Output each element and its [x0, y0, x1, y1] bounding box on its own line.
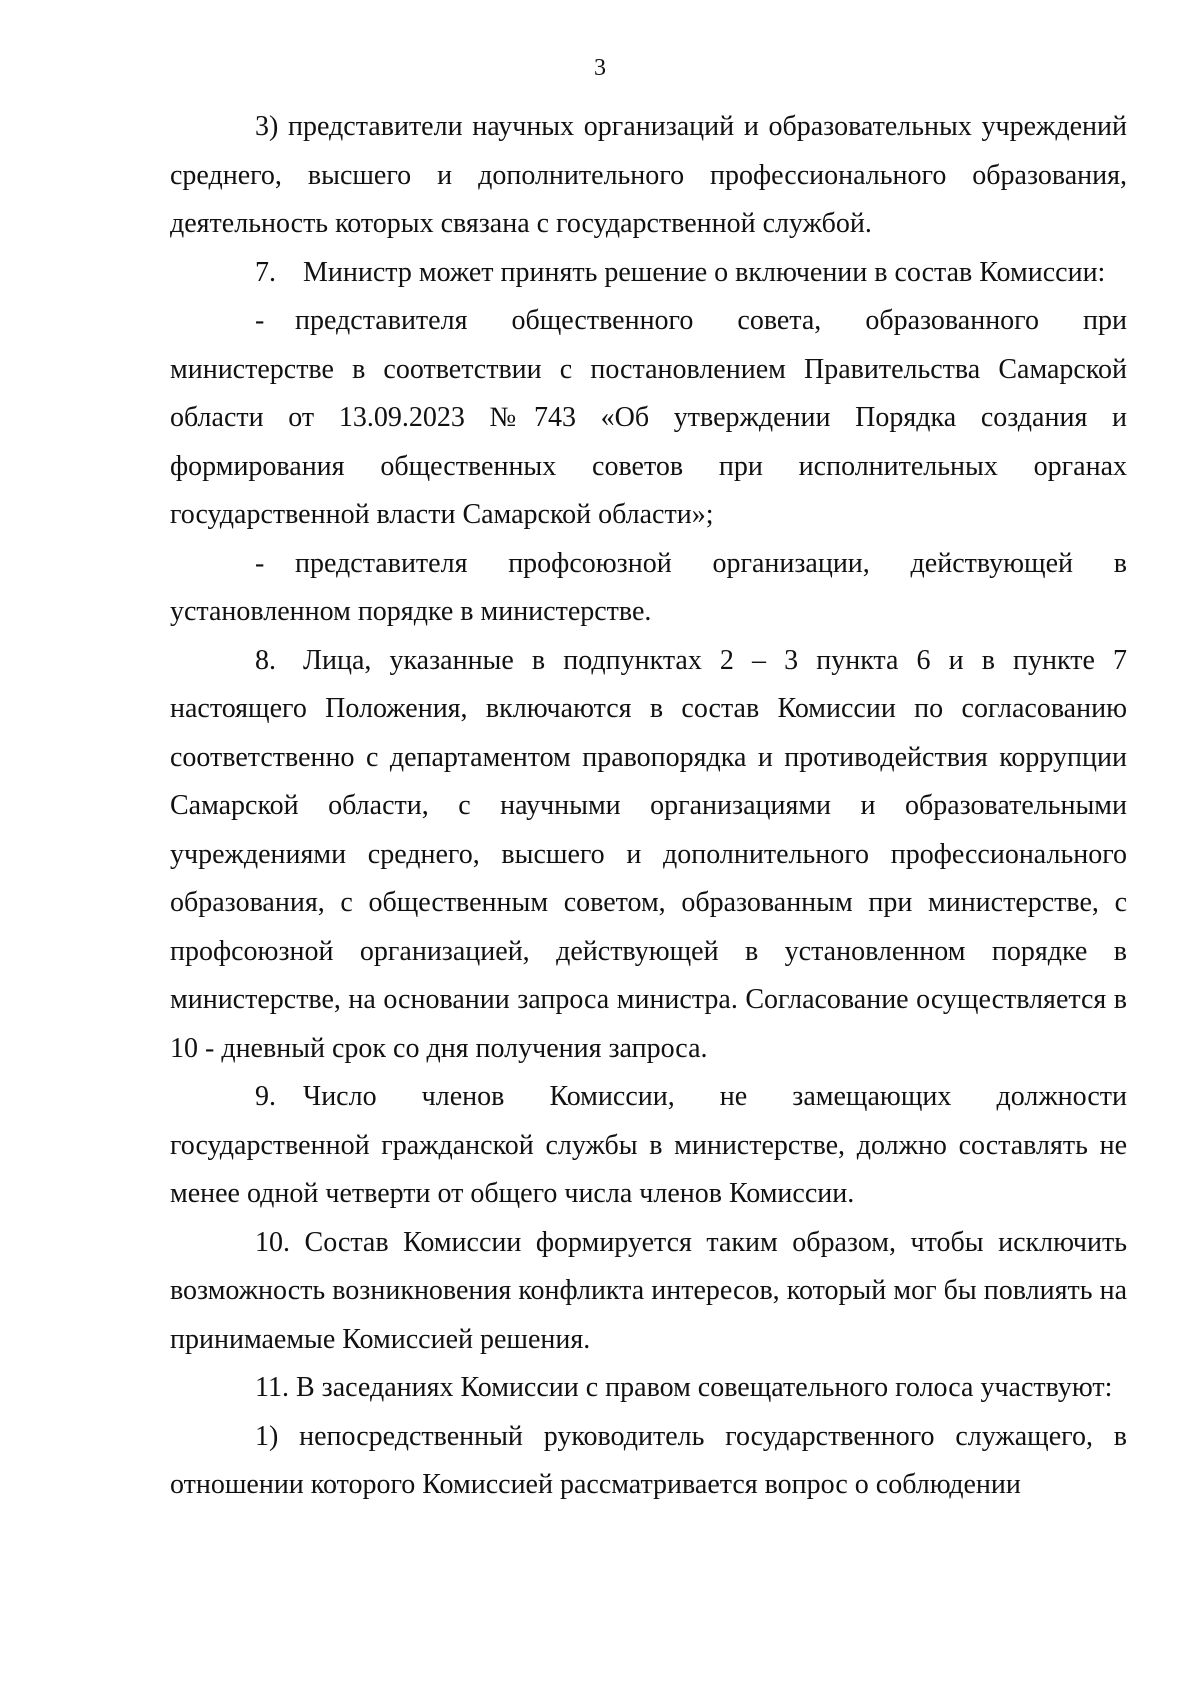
paragraph-10: [170, 1219, 1127, 1365]
paragraph-number: 7.: [255, 256, 276, 288]
paragraph-text: 3) представители научных организаций и образовательных учреждений среднего, высшего и дополнительного профессионального образования, деятельность которых связана с государственной службой.: [170, 111, 1127, 239]
paragraph-7: [170, 249, 1127, 298]
paragraph-text: представителя общественного совета, образованного при министерстве в соответствии с постановлением Правительства Самарской области от 13.09.2023 №743 «Об утверждении Порядка создания и формирования общественных советов при исполнительных органах государственной власти Самарской области»;: [170, 305, 1127, 530]
paragraph-text: Лица, указанные в подпунктах 2 – 3 пункта 6 и в пункте 7 настоящего Положения, включаются в состав Комиссии по согласованию соответственно с департаментом правопорядка и противодействия коррупции Самарской области, с научными организациями и образовательными учреждениями среднего, высшего и дополнительного профессионального образования, с общественным советом, образованным при министерстве, с профсоюзной организацией, действующей в установленном порядке в министерстве, на основании запроса министра. Согласование осуществляется в 10 - дневный срок со дня получения запроса.: [170, 644, 1127, 1064]
paragraph-text: 11. В заседаниях Комиссии с правом совещательного голоса участвуют:: [255, 1372, 1113, 1403]
paragraph-text: Число членов Комиссии, не замещающих должности государственной гражданской службы в министерстве, должно составлять не менее одной четверти от общего числа членов Комиссии.: [170, 1081, 1127, 1209]
page-number: 3: [594, 55, 606, 81]
paragraph-number: 8.: [255, 644, 276, 676]
list-dash: -: [255, 547, 265, 579]
paragraph-number: 9.: [255, 1081, 276, 1112]
paragraph-11: [170, 1364, 1127, 1413]
list-dash: -: [255, 305, 265, 336]
paragraph-text: 10. Состав Комиссии формируется таким образом, чтобы исключить возможность возникновения конфликта интересов, который мог бы повлиять на принимаемые Комиссией решения.: [170, 1226, 1127, 1355]
paragraph-7-dash-2: [170, 540, 1127, 637]
paragraph-item-3: [170, 103, 1127, 249]
paragraph-text: представителя профсоюзной организации, действующей в установленном порядке в министерстве.: [170, 547, 1127, 627]
paragraph-7-dash-1: [170, 297, 1127, 540]
paragraph-9: [170, 1073, 1127, 1219]
paragraph-text: 1) непосредственный руководитель государственного служащего, в отношении которого Комиссией рассматривается вопрос о соблюдении: [170, 1420, 1127, 1500]
paragraph-8: [170, 637, 1127, 1074]
paragraph-text: Министр может принять решение о включении в состав Комиссии:: [303, 256, 1106, 288]
paragraph-11-item-1: [170, 1413, 1127, 1510]
document-body: [170, 103, 1127, 1510]
